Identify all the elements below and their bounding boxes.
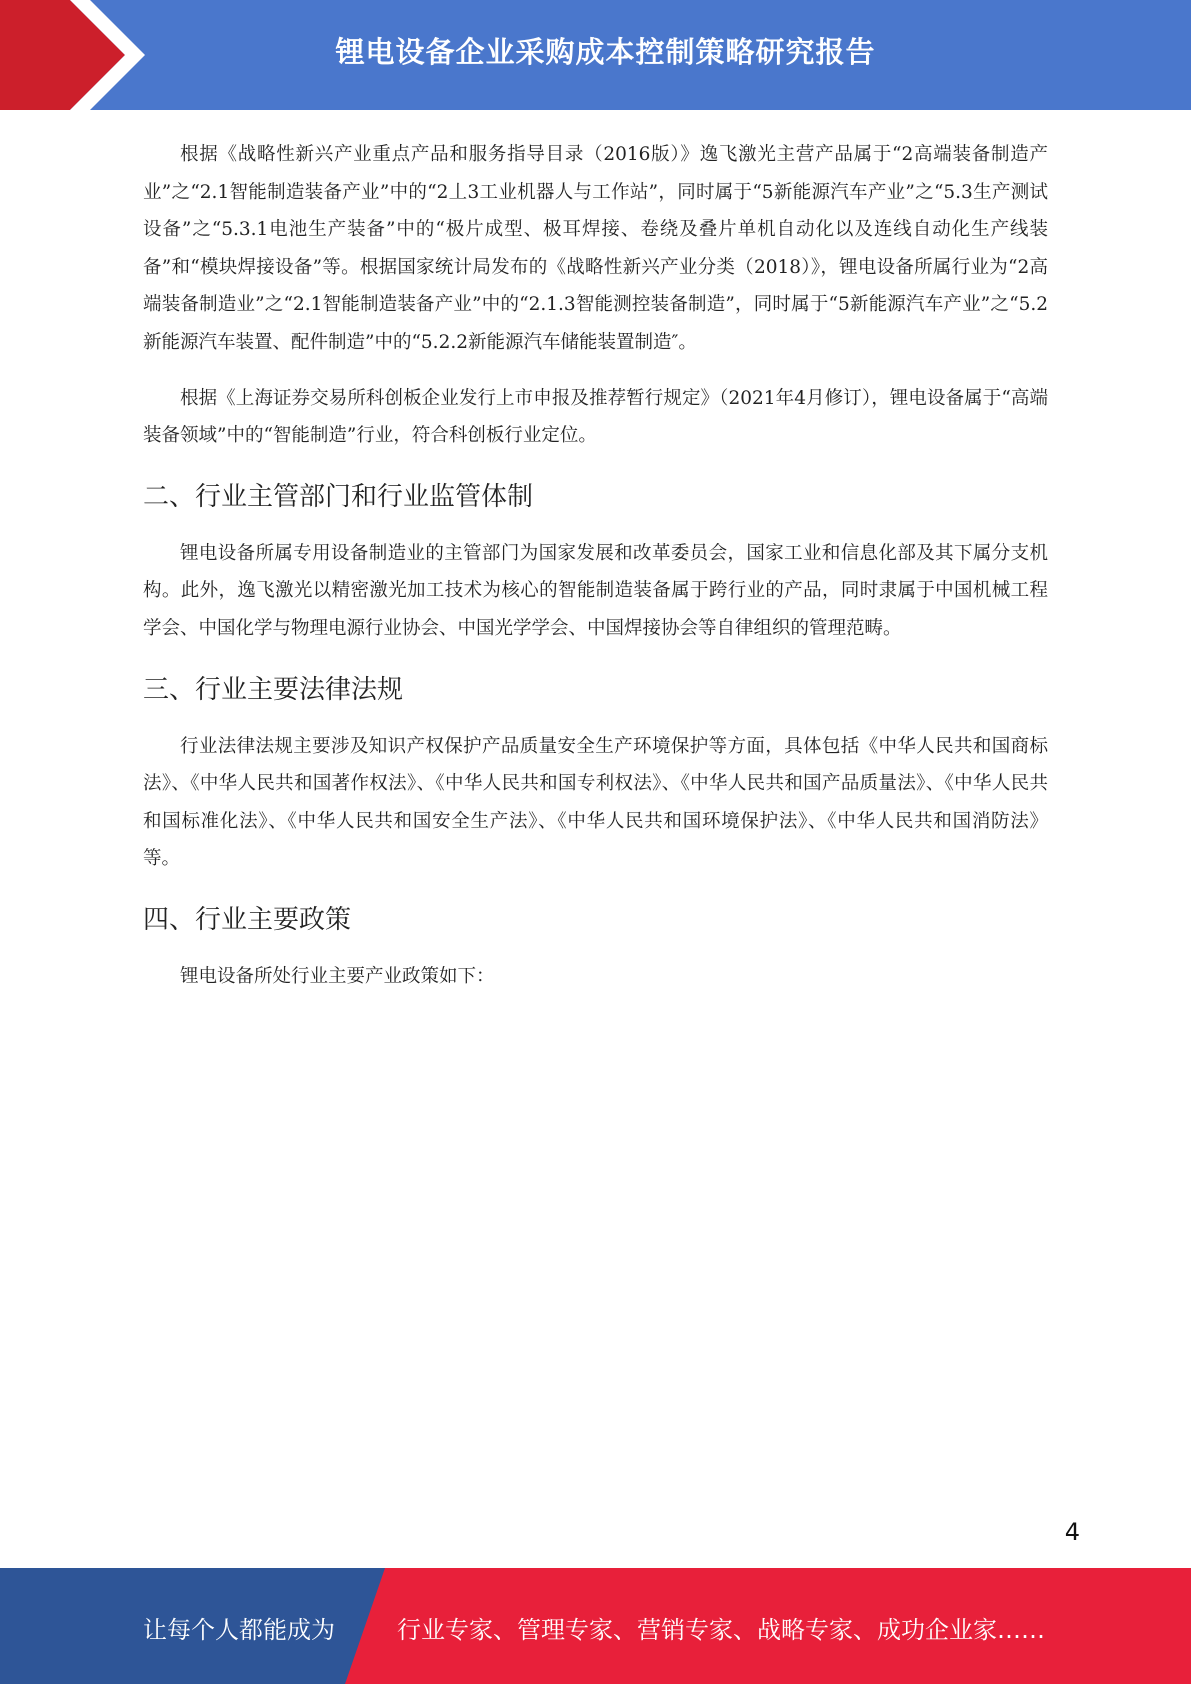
section-heading: 二、行业主管部门和行业监管体制 bbox=[143, 481, 534, 512]
paragraph: 根据《上海证券交易所科创板企业发行上市申报及推荐暂行规定》（2021年4月修订），锂电设备属于“高端装备领域”中的“智能制造”行业，符合科创板行业定位。 bbox=[143, 387, 1048, 447]
page-number: 4 bbox=[1064, 1518, 1080, 1546]
paragraph: 行业法律法规主要涉及知识产权保护产品质量安全生产环境保护等方面，具体包括《中华人民共和国商标法》、《中华人民共和国著作权法》、《中华人民共和国专利权法》、《中华人民共和国产品质量法》、《中华人民共和国标准化法》、《中华人民共和国安全生产法》、《中华人民共和国环境保护法》、《中华人民共和国消防法》等。 bbox=[143, 735, 1048, 870]
page-header bbox=[0, 0, 1191, 110]
paragraph: 锂电设备所属专用设备制造业的主管部门为国家发展和改革委员会，国家工业和信息化部及其下属分支机构。此外，逸飞激光以精密激光加工技术为核心的智能制造装备属于跨行业的产品，同时隶属于中国机械工程学会、中国化学与物理电源行业协会、中国光学学会、中国焊接协会等自律组织的管理范畴。 bbox=[143, 542, 1048, 639]
footer-slogan-right: 行业专家、管理专家、营销专家、战略专家、成功企业家…… bbox=[397, 1616, 1045, 1644]
report-title: 锂电设备企业采购成本控制策略研究报告 bbox=[335, 35, 876, 69]
section-heading: 三、行业主要法律法规 bbox=[143, 674, 404, 705]
paragraph: 锂电设备所处行业主要产业政策如下： bbox=[180, 965, 495, 987]
document-body bbox=[143, 136, 1048, 1014]
footer-slogan-left: 让每个人都能成为 bbox=[143, 1616, 335, 1644]
section-heading: 四、行业主要政策 bbox=[143, 904, 352, 935]
paragraph: 根据《战略性新兴产业重点产品和服务指导目录（2016版）》逸飞激光主营产品属于“2高端装备制造产业”之“2.1智能制造装备产业”中的“2丄3工业机器人与工作站”，同时属于“5新能源汽车产业”之“5.3生产测试设备”之“5.3.1电池生产装备”中的“极片成型、极耳焊接、卷绕及叠片单机自动化以及连线自动化生产线装备”和“模块焊接设备”等。根据国家统计局发布的《战略性新兴产业分类（2018）》，锂电设备所属行业为“2高端装备制造业”之“2.1智能制造装备产业”中的“2.1.3智能测控装备制造”，同时属于“5新能源汽车产业”之“5.2新能源汽车装置、配件制造”中的“5.2.2新能源汽车储能装置制造″。 bbox=[143, 144, 1048, 353]
page-footer bbox=[0, 1568, 1191, 1684]
